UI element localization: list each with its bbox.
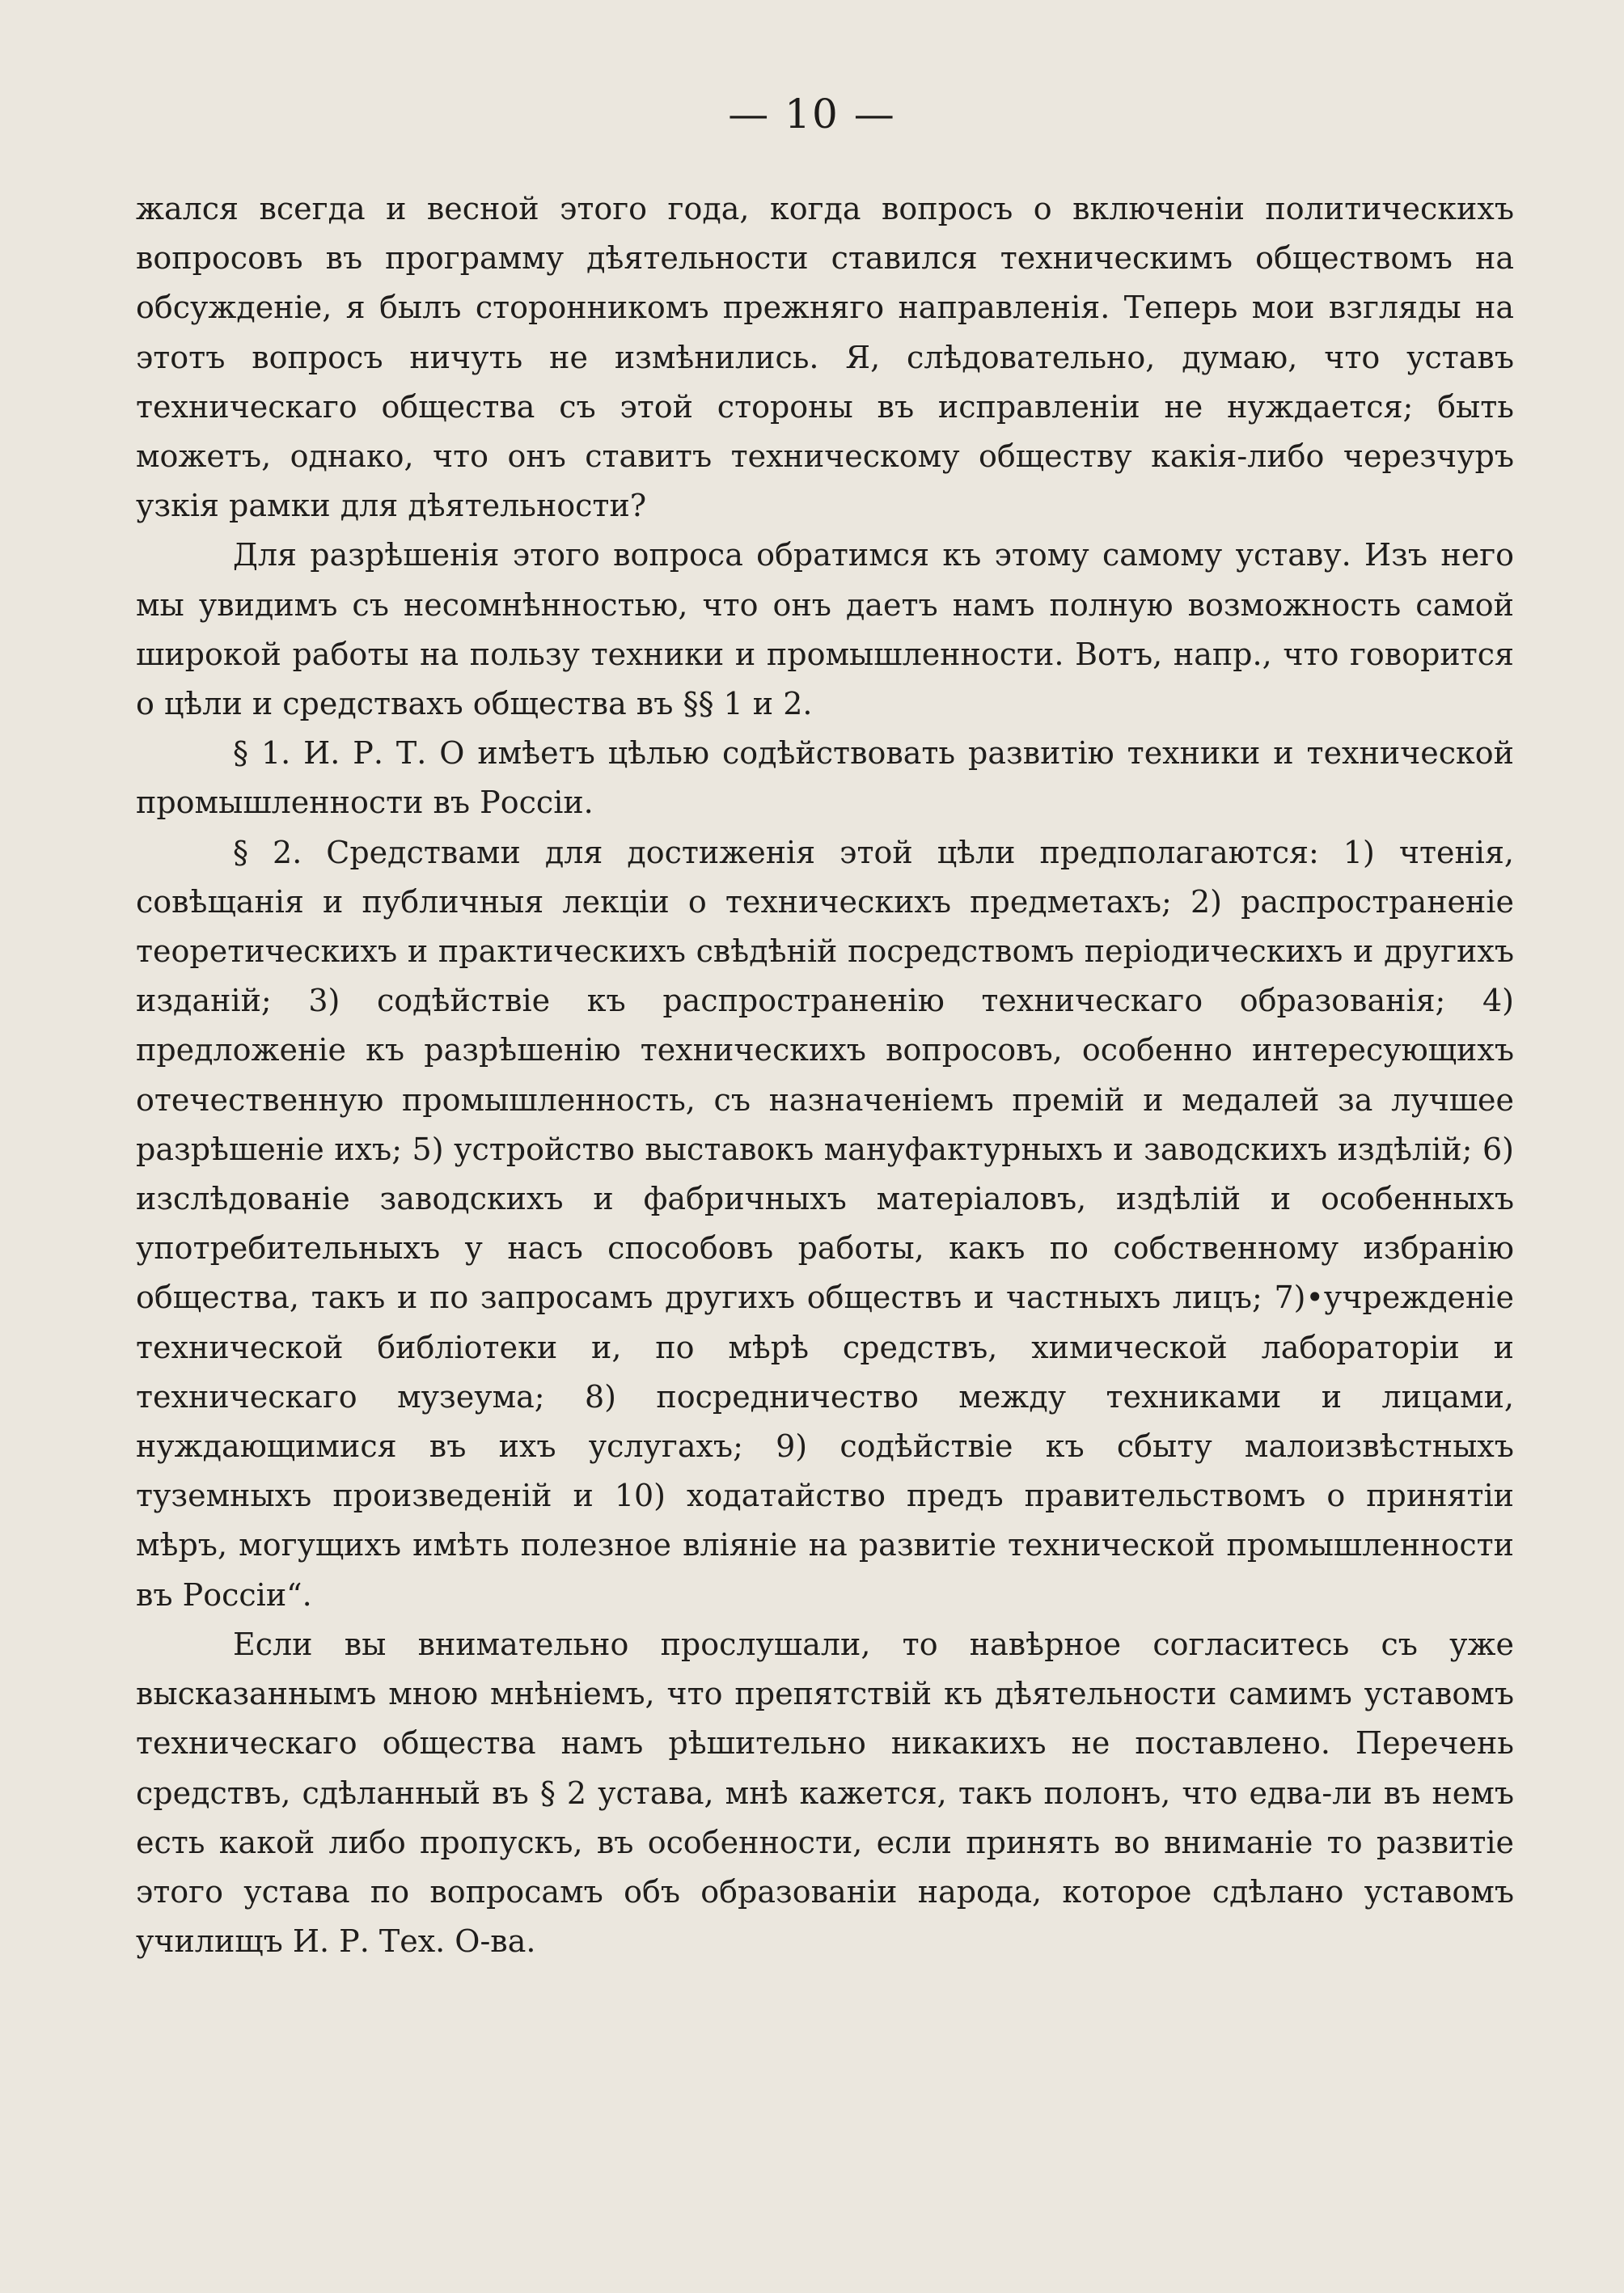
paragraph-3: § 1. И. Р. Т. О имѣетъ цѣлью содѣйствовать развитiю техники и технической промышленности въ Россiи. bbox=[136, 735, 1514, 821]
paragraph-1: жался всегда и весной этого года, когда вопросъ о включенiи политическихъ вопросовъ въ программу дѣятельности ставился техническимъ обществомъ на обсужденiе, я былъ сторонникомъ прежняго направленія. Теперь мои взгляды на этотъ вопросъ ничуть не измѣнились. Я, слѣдовательно, думаю, что уставъ техническаго общества съ этой стороны въ исправленiи не нуждается; быть можетъ, однако, что онъ ставитъ техническому обществу какiя-либо черезчуръ узкiя рамки для дѣятельности? bbox=[136, 191, 1514, 524]
paragraph-4: § 2. Средствами для достиженiя этой цѣли предполагаются: 1) чтенiя, совѣщанiя и публичныя лекцiи о техническихъ предметахъ; 2) распространенiе теоретическихъ и практическихъ свѣдѣнiй посредствомъ перiодическихъ и другихъ изданiй; 3) содѣйствiе къ распространенiю техническаго образованiя; 4) предложенiе къ разрѣшенiю техническихъ вопросовъ, особенно интересующихъ отечественную промышленность, съ назначенiемъ премiй и медалей за лучшее разрѣшенiе ихъ; 5) устройство выставокъ мануфактурныхъ и заводскихъ издѣлiй; 6) изслѣдованiе заводскихъ и фабричныхъ матерiаловъ, издѣлiй и особенныхъ употребительныхъ у насъ способовъ работы, какъ по собственному избранiю общества, такъ и по запросамъ другихъ обществъ и частныхъ лицъ; 7)•учрежденiе технической библiотеки и, по мѣрѣ средствъ, химической лабораторiи и техническаго музеума; 8) посредничество между техниками и лицами, нуждающимися въ ихъ услугахъ; 9) содѣйствiе къ сбыту малоизвѣстныхъ туземныхъ произведенiй и 10) ходатайство предъ правительствомъ о принятiи мѣръ, могущихъ имѣть полезное влiянiе на развитiе технической промышленности въ Россiи“. bbox=[136, 834, 1514, 1613]
body-text bbox=[136, 184, 1514, 1966]
paragraph-2: Для разрѣшенiя этого вопроса обратимся къ этому самому уставу. Изъ него мы увидимъ съ несомнѣнностью, что онъ даетъ намъ полную возможность самой широкой работы на пользу техники и промышленности. Вотъ, напр., что говорится о цѣли и средствахъ общества въ §§ 1 и 2. bbox=[136, 537, 1514, 722]
paragraph-5: Если вы внимательно прослушали, то навѣрное согласитесь съ уже высказаннымъ мною мнѣнiемъ, что препятствiй къ дѣятельности самимъ уставомъ техническаго общества намъ рѣшительно никакихъ не поставлено. Перечень средствъ, сдѣланный въ § 2 устава, мнѣ кажется, такъ полонъ, что едва-ли въ немъ есть какой либо пропускъ, въ особенности, если принять во вниманiе то развитiе этого устава по вопросамъ объ образованiи народа, которое сдѣлано уставомъ училищъ И. Р. Тех. О-ва. bbox=[136, 1626, 1514, 1960]
page-number: — 10 — bbox=[728, 91, 896, 137]
